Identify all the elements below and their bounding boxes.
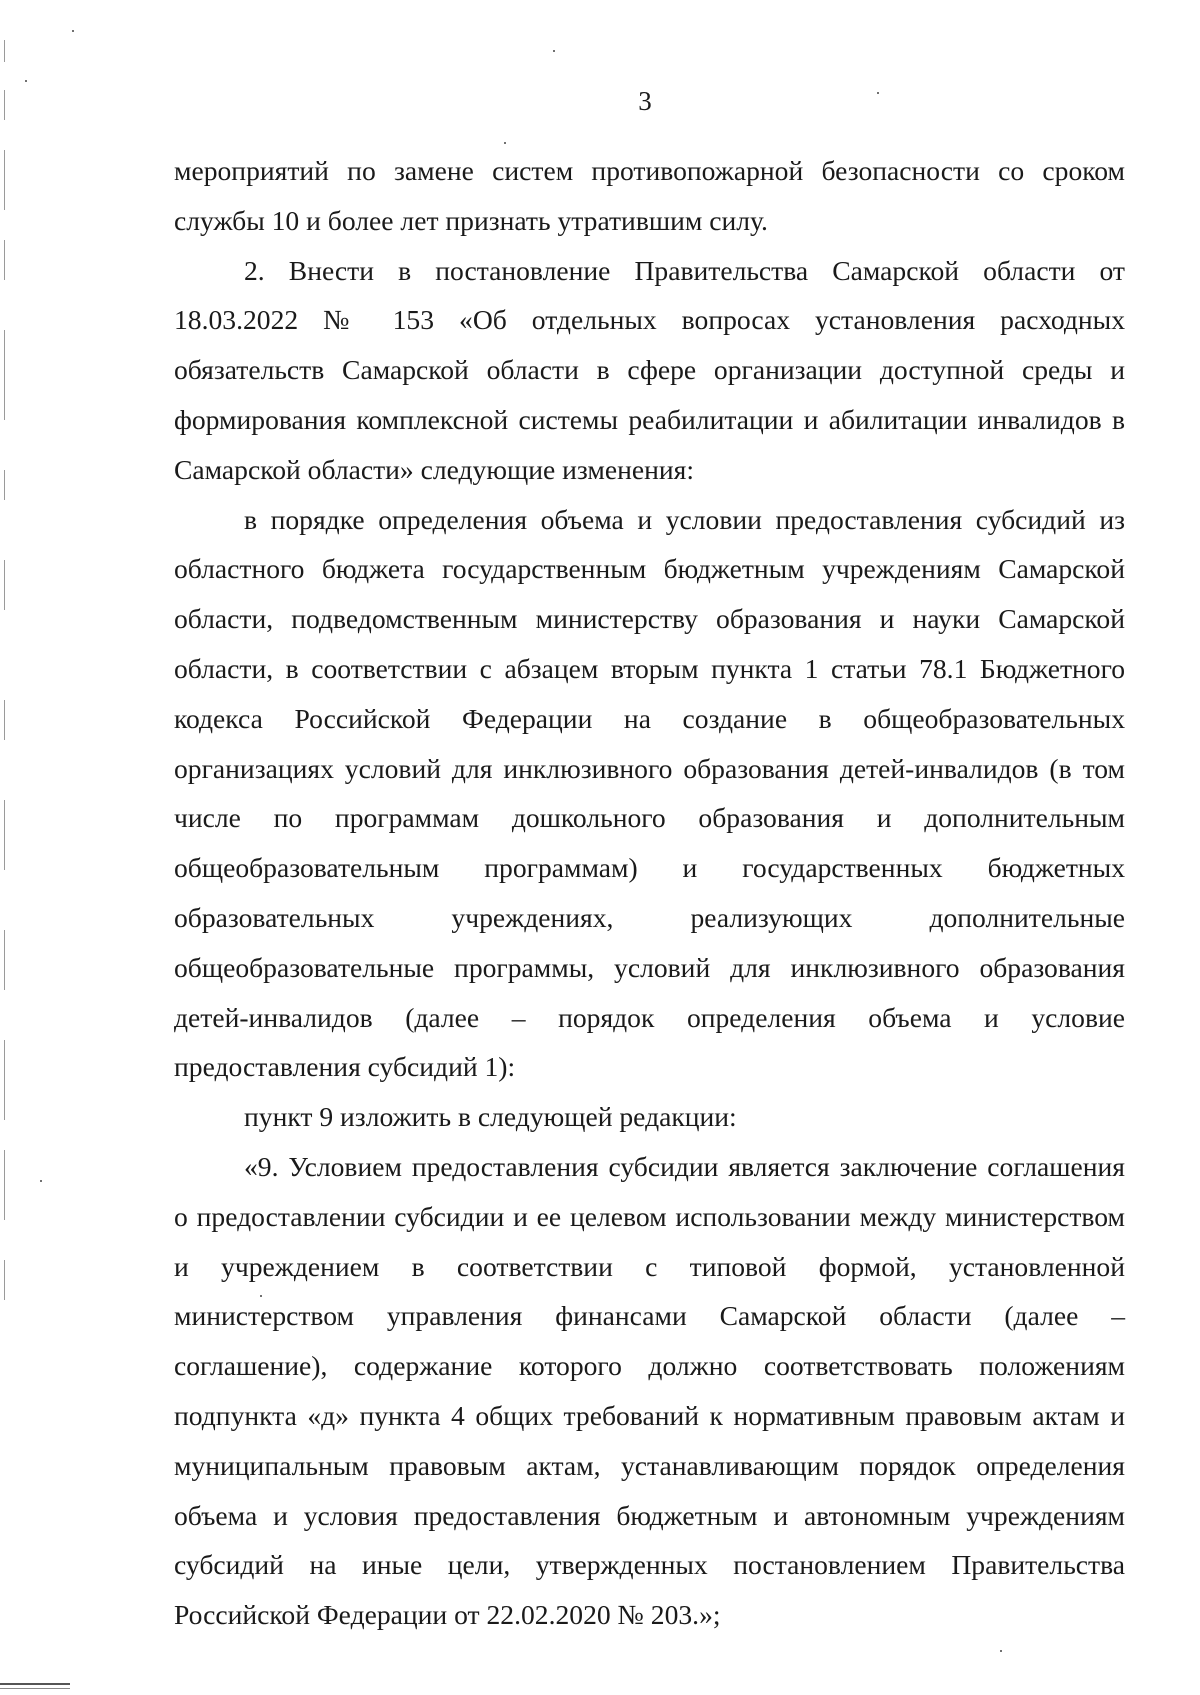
paragraph: 2. Внести в постановление Правительства Самарской области от 18.03.2022 № 153 «Об отдельных вопросах установления расходных обязательств Самарской области в сфере организации доступной среды и формирования комплексной системы реабилитации и абилитации инвалидов в Самарской области» следующие изменения: <box>174 254 1125 485</box>
paragraph: в порядке определения объема и условии предоставления субсидий из областного бюджета государственным бюджетным учреждениям Самарской области, подведомственным министерству образования и науки Самарской области, в соответствии с абзацем вторым пункта 1 статьи 78.1 Бюджетного кодекса Российской Федерации на создание в общеобразовательных организациях условий для инклюзивного образования детей-инвалидов (в том числе по программам дошкольного образования и дополнительным общеобразовательным программам) и государственных бюджетных образовательных учреждениях, реализующих дополнительные общеобразовательные программы, условий для инклюзивного образования детей-инвалидов (далее – порядок определения объема и условие предоставления субсидий 1): <box>174 503 1125 1083</box>
paragraph: «9. Условием предоставления субсидии является заключение соглашения о предоставлении субсидии и ее целевом использовании между министерством и учреждением в соответствии с типовой формой, установленной министерством управления финансами Самарской области (далее – соглашение), содержание которого должно соответствовать положениям подпункта «д» пункта 4 общих требований к нормативным правовым актам и муниципальным правовым актам, устанавливающим порядок определения объема и условия предоставления бюджетным и автономным учреждениям субсидий на иные цели, утвержденных постановлением Правительства Российской Федерации от 22.02.2020 № 203.»; <box>174 1150 1125 1631</box>
document-body <box>174 146 1125 1640</box>
page-number: 3 <box>638 86 652 116</box>
scan-edge-artifacts <box>0 0 20 1695</box>
paragraph: мероприятий по замене систем противопожарной безопасности со сроком службы 10 и более лет признать утратившим силу. <box>174 155 1125 236</box>
scan-speck <box>553 50 555 52</box>
scan-speck <box>1000 1650 1002 1652</box>
scan-bottom-edge <box>0 1683 70 1689</box>
scan-speck <box>504 142 506 144</box>
scan-speck <box>40 1180 42 1182</box>
paragraph: пункт 9 изложить в следующей редакции: <box>244 1101 737 1133</box>
